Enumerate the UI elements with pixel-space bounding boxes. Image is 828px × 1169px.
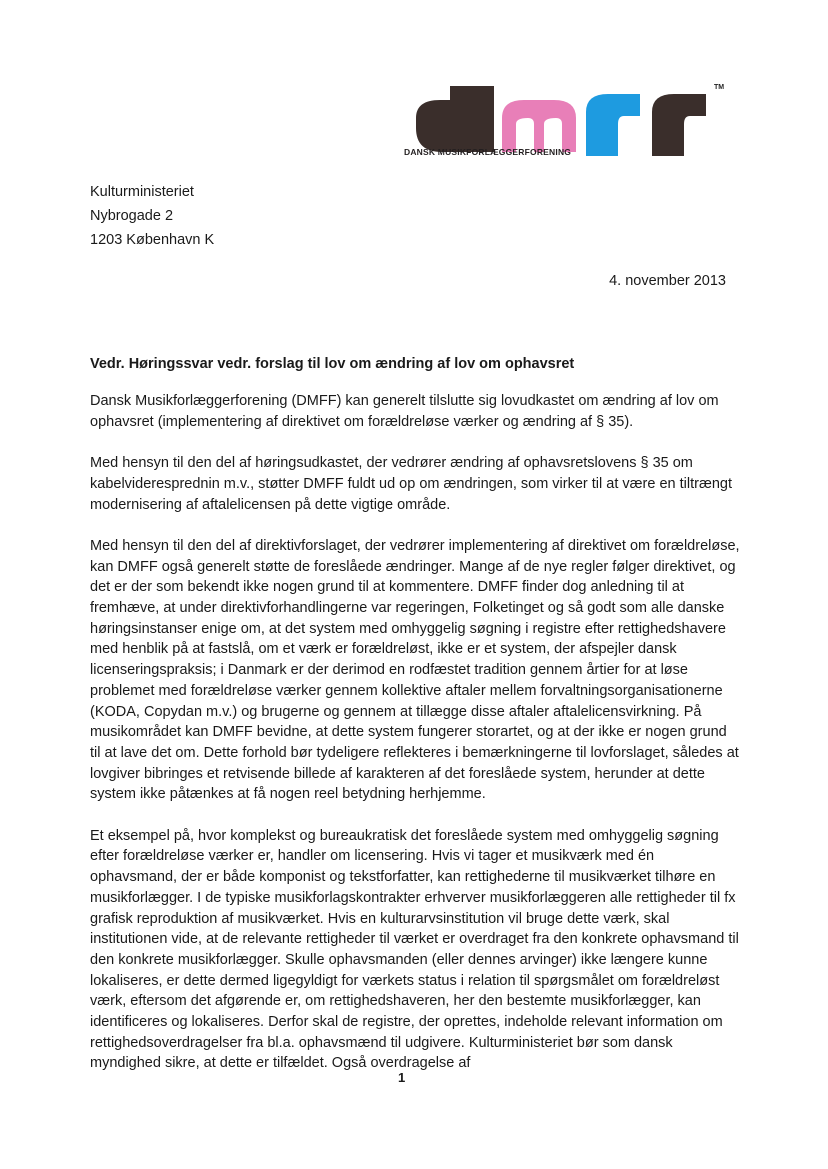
letter-subject: Vedr. Høringssvar vedr. forslag til lov om ændring af lov om ophavsret <box>90 356 575 372</box>
logo-letter-d <box>416 86 494 152</box>
logo-caption: DANSK MUSIKFORLÆGGERFORENING <box>404 147 572 157</box>
body-paragraph: Med hensyn til den del af høringsudkastet, der vedrører ændring af ophavsretslovens § 35 om kabelvideresprednin m.v., støtter DMFF fuldt ud op om ændringen, som virker til at være en tiltrængt modernisering af aftalelicensen på dette vigtige område. <box>90 455 733 513</box>
page-number: 1 <box>398 1070 406 1085</box>
recipient-name: Kulturministeriet <box>90 184 194 200</box>
body-paragraph: Et eksempel på, hvor komplekst og bureaukratisk det foreslåede system med omhyggelig søgning efter forældreløse værker er, handler om licensering. Hvis vi tager et musikværk med én ophavsmand, der er både komponist og tekstforfatter, kan rettighederne til musikværket tilhøre en musikforlægger. I de typiske musikforlagskontrakter erhverver musikforlæggeren alle rettigheder til fx grafisk reproduktion af musikværket. Hvis en kulturarvsinstitution vil bruge dette værk, skal institutionen vide, at de relevante rettigheder til værket er overdraget fra den konkrete ophavsmand til den konkrete musikforlægger. Skulle ophavsmanden (eller dennes arvinger) ikke længere kunne lokaliseres, er dette dermed ligegyldigt for værkets status i relation til spørgsmålet om forældreløst værk, eftersom det afgørende er, om rettighedshaveren, her den bestemte musikforlægger, kan identificeres og lokaliseres. Derfor skal de registre, der oprettes, indeholde relevant information om rettighedsoverdragelser fra bl.a. ophavsmænd til udgivere. Kulturministeriet bør som dansk myndighed sikre, at dette er tilfældet. Også overdragelse af <box>90 827 739 1072</box>
logo-letter-f-dark <box>652 94 706 156</box>
trademark-mark: TM <box>714 84 725 91</box>
letter-body <box>90 391 740 1095</box>
recipient-address <box>90 180 214 252</box>
letter-date: 4. november 2013 <box>609 273 726 289</box>
recipient-city: 1203 København K <box>90 232 215 248</box>
logo-letter-m <box>502 100 576 152</box>
body-paragraph: Med hensyn til den del af direktivforslaget, der vedrører implementering af direktivet om forældreløse, kan DMFF også generelt støtte de foreslåede ændringer. Mange af de nye regler følger direktivet, og det er der som bekendt ikke nogen grund til at kommentere. DMFF finder dog anledning til at fremhæve, at under direktivforhandlingerne var regeringen, Folketinget og så godt som alle danske høringsinstanser enige om, at det system med omhyggelig søgning i registre efter rettighedshavere med henblik på at fastslå, om et værk er forældreløst, ikke er et system, der afspejler dansk licenseringspraksis; i Danmark er der derimod en rodfæstet tradition gennem årtier for at løse problemet med forældreløse værker gennem kollektive aftaler mellem forvaltningsorganisationerne (KODA, Copydan m.v.) og brugerne og gennem at tillægge disse aftaler aftalelicensvirkning. På musikområdet kan DMFF bevidne, at dette system fungerer storartet, og at der ikke er nogen grund til at lave det om. Dette forhold bør tydeligere reflekteres i bemærkningerne til lovforslaget, således at lovgiver bibringes et retvisende billede af karakteren af det foreslåede system, herunder at dette system ikke påtænkes at få nogen reel betydning herhjemme. <box>90 537 740 803</box>
body-paragraph: Dansk Musikforlæggerforening (DMFF) kan generelt tilslutte sig lovudkastet om ændring af lov om ophavsret (implementering af direktivet om forældreløse værker og ændring af § 35). <box>90 393 719 430</box>
recipient-street: Nybrogade 2 <box>90 208 174 224</box>
